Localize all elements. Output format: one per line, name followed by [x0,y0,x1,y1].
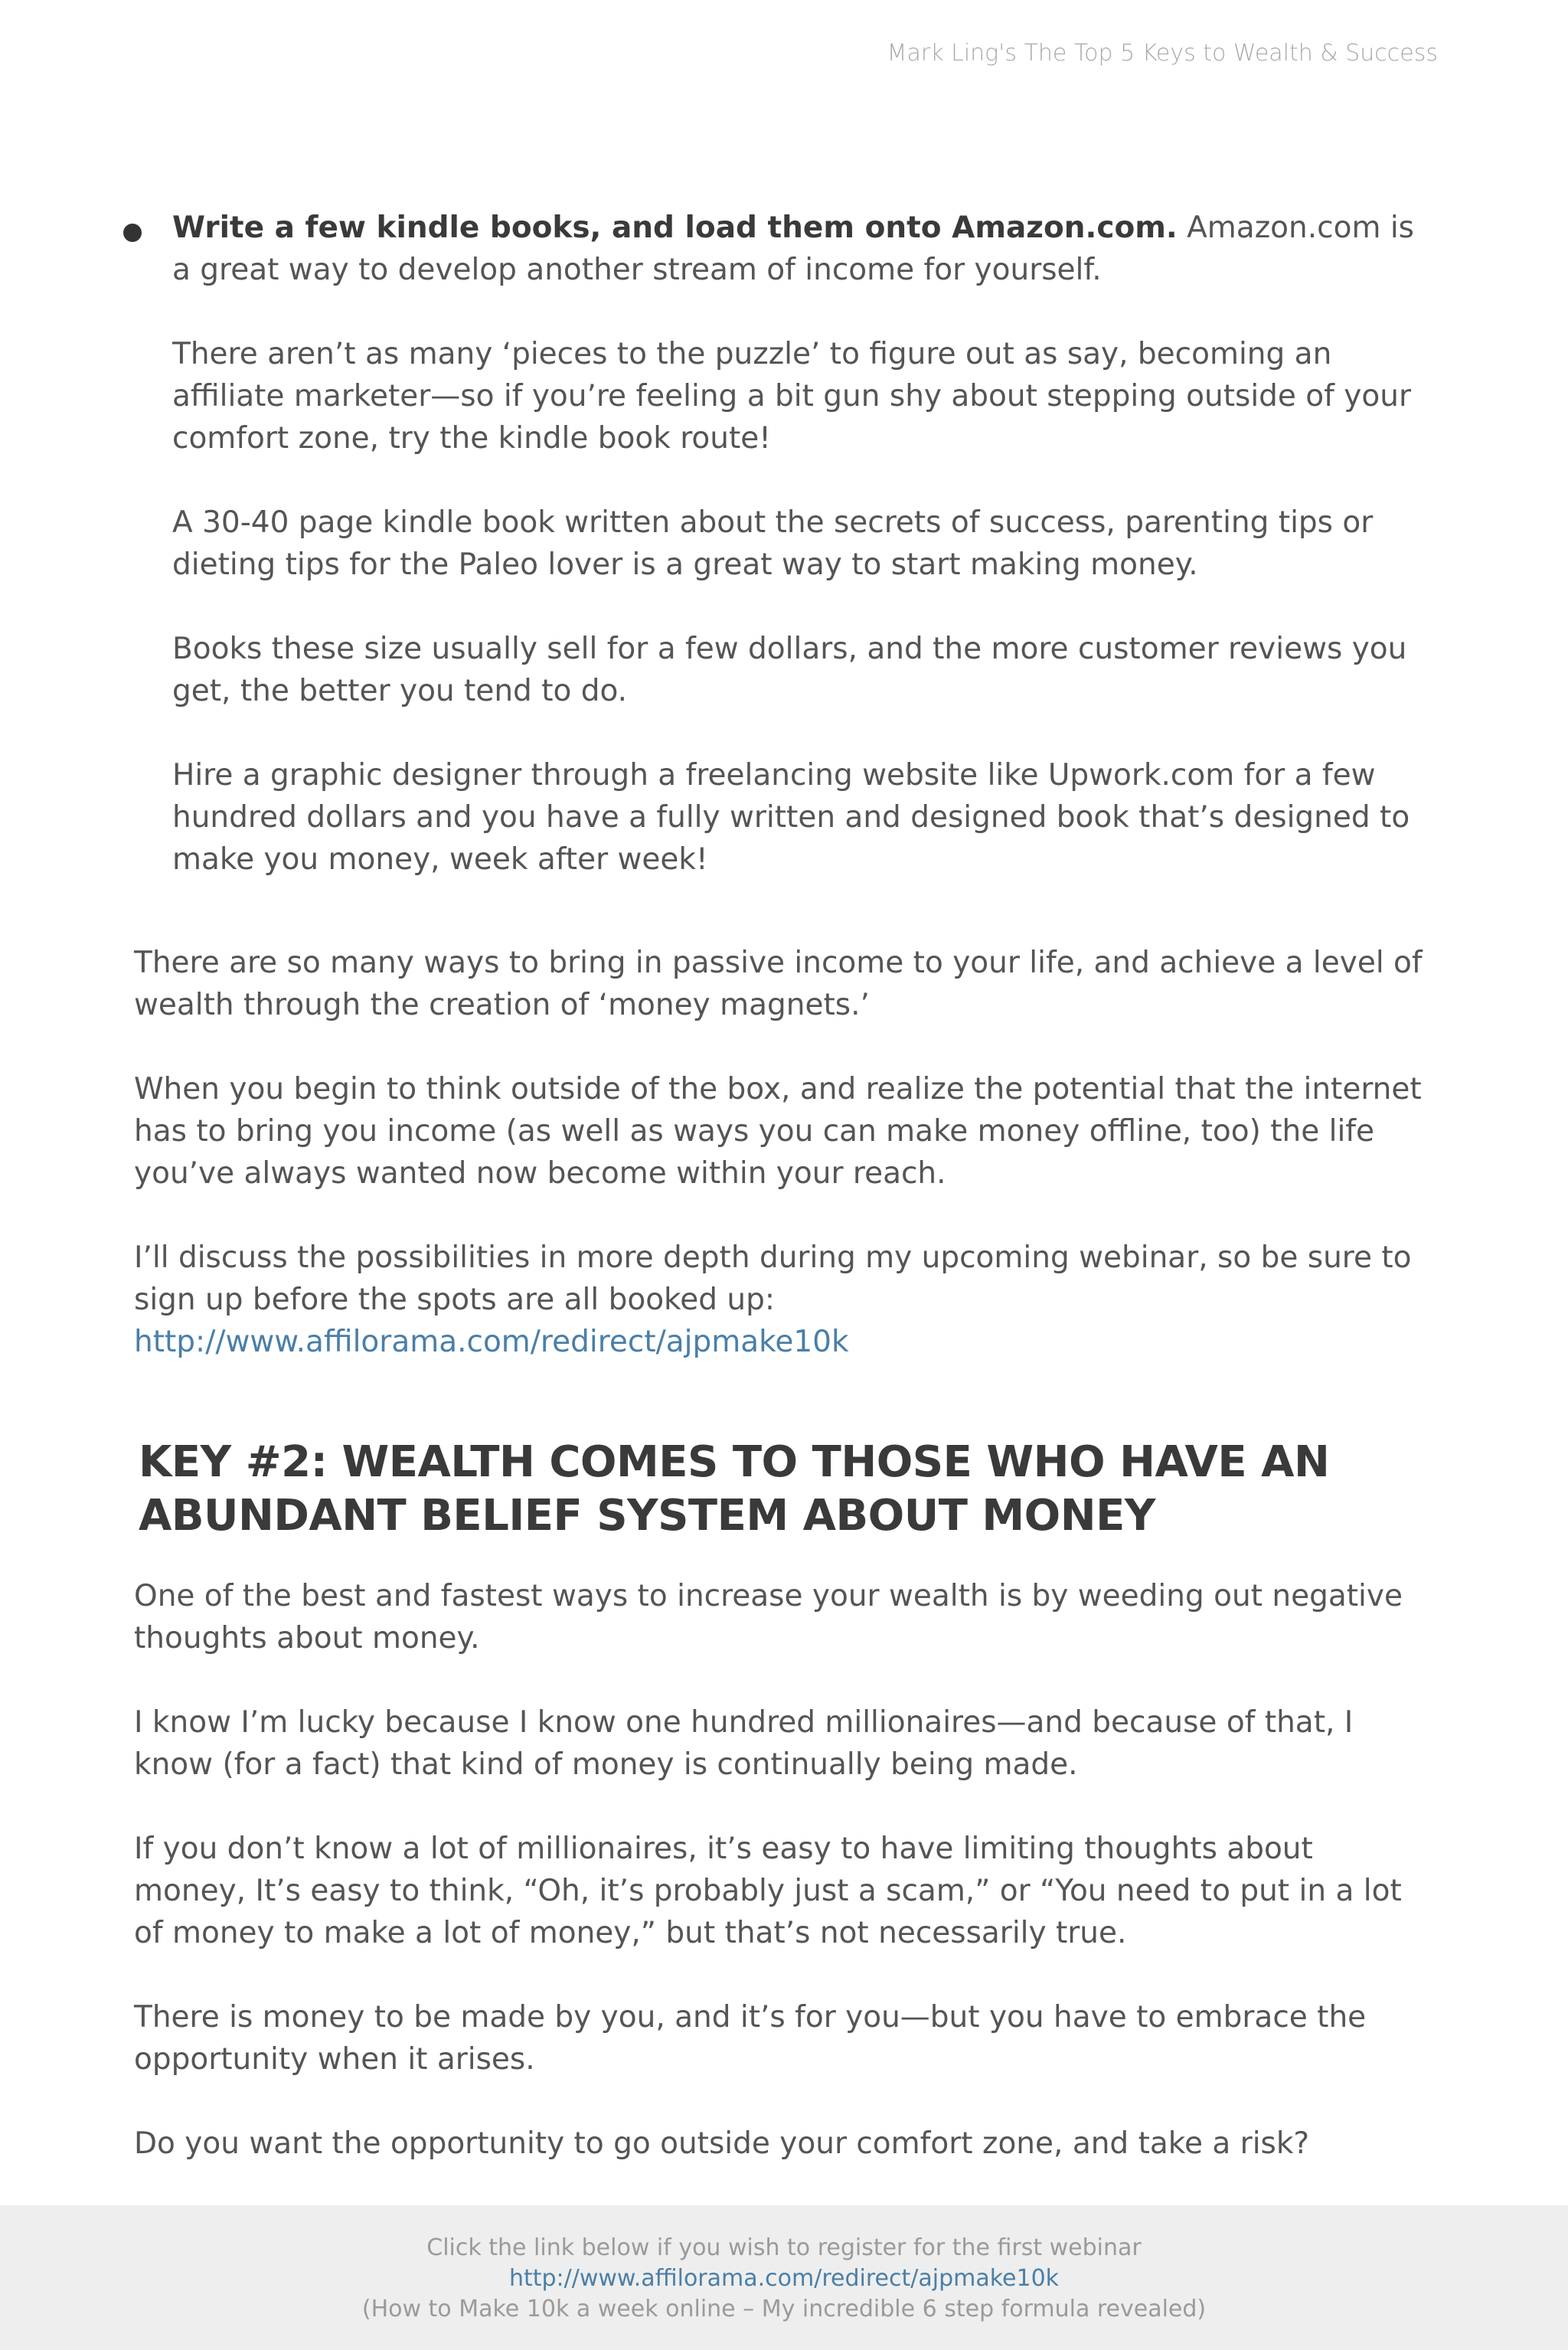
bullet-lead-paragraph [172,207,1428,291]
body-paragraph: When you begin to think outside of the box, and realize the potential that the internet has to bring you income (as well as ways you can make money offline, too) the life you’ve always wanted now become within your reach. [134,1072,1422,1191]
bullet-paragraph: A 30-40 page kindle book written about the secrets of success, parenting tips or dieting tips for the Paleo lover is a great way to start making money. [172,505,1374,582]
section-paragraph: One of the best and fastest ways to increase your wealth is by weeding out negative thoughts about money. [134,1579,1403,1655]
section-paragraph: Do you want the opportunity to go outside your comfort zone, and take a risk? [134,2126,1310,2161]
section-paragraph: If you don’t know a lot of millionaires, it’s easy to have limiting thoughts about money, It’s easy to think, “Oh, it’s probably just a scam,” or “You need to put in a lot of money to make a lot of money,” but that’s not necessarily true. [134,1832,1402,1950]
footer-subtitle: (How to Make 10k a week online – My incredible 6 step formula revealed) [361,2296,1207,2322]
bullet-icon [123,224,142,242]
bullet-item-kindle-books [134,207,1428,881]
footer-cta-text: Click the link below if you wish to register for the first webinar [426,2234,1142,2261]
section-heading: KEY #2: WEALTH COMES TO THOSE WHO HAVE AN ABUNDANT BELIEF SYSTEM ABOUT MONEY [139,1437,1330,1541]
bullet-lead-rest: Amazon.com is a great way to develop another stream of income for yourself. [172,211,1414,287]
bullet-lead-bold: Write a few kindle books, and load them onto Amazon.com. [172,211,1178,245]
body-paragraph-text: I’ll discuss the possibilities in more depth during my upcoming webinar, so be sure to sign up before the spots are all booked up: [134,1240,1412,1317]
footer-webinar-link[interactable]: http://www.affilorama.com/redirect/ajpmake10k [508,2265,1060,2292]
page-footer [0,2205,1568,2350]
section-paragraph: I know I’m lucky because I know one hundred millionaires—and because of that, I know (for a fact) that kind of money is continually being made. [134,1705,1354,1782]
page-header: Mark Ling's The Top 5 Keys to Wealth & Success [887,40,1438,67]
section-paragraph: There is money to be made by you, and it’s for you—but you have to embrace the opportunity when it arises. [134,2000,1367,2077]
bullet-paragraph: There aren’t as many ‘pieces to the puzzle’ to figure out as say, becoming an affiliate marketer—so if you’re feeling a bit gun shy about stepping outside of your comfort zone, try the kindle book route! [172,337,1411,456]
webinar-link[interactable]: http://www.affilorama.com/redirect/ajpmake10k [134,1325,849,1359]
bullet-paragraph: Hire a graphic designer through a freelancing website like Upwork.com for a few hundred dollars and you have a fully written and designed book that’s designed to make you money, week after week! [172,758,1410,877]
body-paragraph-with-link [134,1237,1428,1363]
main-content [134,207,1428,2207]
body-paragraph: There are so many ways to bring in passive income to your life, and achieve a level of wealth through the creation of ‘money magnets.’ [134,946,1423,1022]
bullet-paragraph: Books these size usually sell for a few dollars, and the more customer reviews you get, the better you tend to do. [172,632,1407,708]
